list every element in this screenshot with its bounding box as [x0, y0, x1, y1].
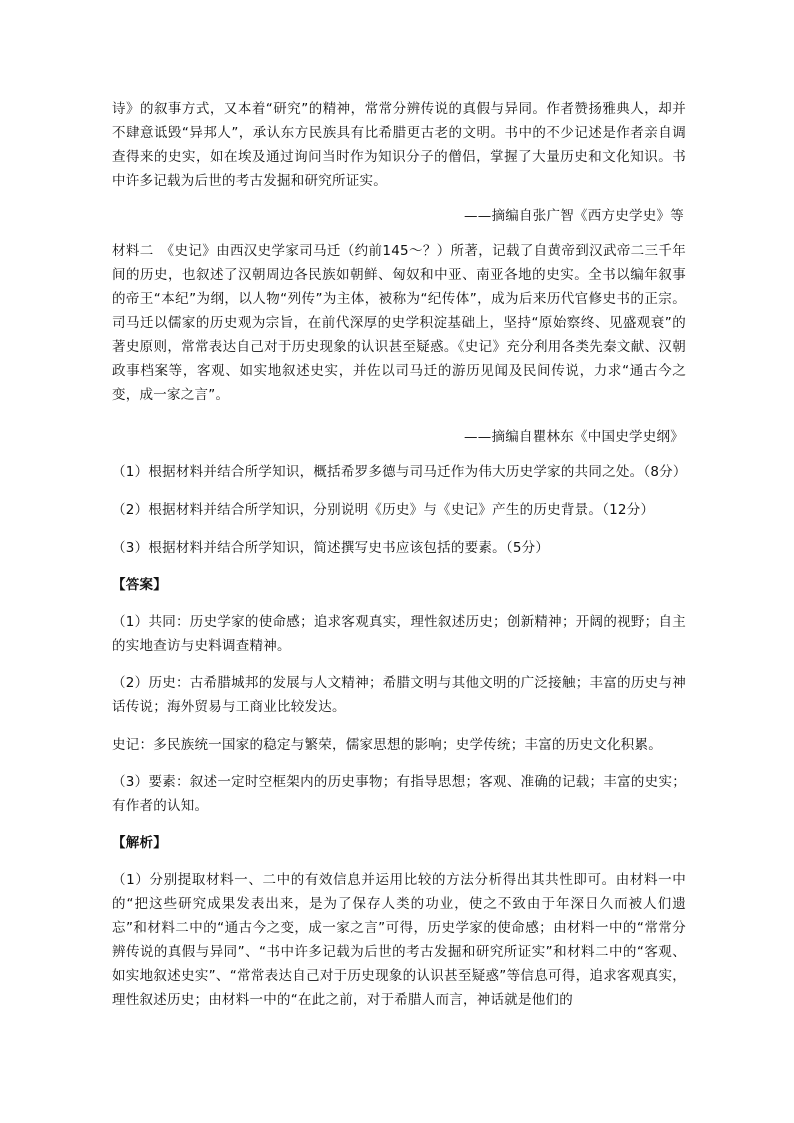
question-1: （1）根据材料并结合所学知识，概括希罗多德与司马迁作为伟大历史学家的共同之处。（8分） — [112, 464, 687, 480]
analysis-heading: 【解析】 — [112, 835, 167, 851]
question-2: （2）根据材料并结合所学知识，分别说明《历史》与《史记》产生的历史背景。（12分） — [112, 502, 655, 518]
answer-1: （1）共同：历史学家的使命感；追求客观真实，理性叙述历史；创新精神；开阔的视野；自主的实地查访与史料调查精神。 — [112, 614, 686, 654]
answer-2-shiji: 史记：多民族统一国家的稳定与繁荣，儒家思想的影响；史学传统；丰富的历史文化积累。 — [112, 737, 662, 753]
answer-2: （2）历史：古希腊城邦的发展与人文精神；希腊文明与其他文明的广泛接触；丰富的历史与神话传说；海外贸易与工商业比较发达。 — [112, 675, 686, 715]
material-one-paragraph: 诗》的叙事方式，又本着“研究”的精神，常常分辨传说的真假与异同。作者赞扬雅典人，却并不肆意诋毁“异邦人”，承认东方民族具有比希腊更古老的文明。书中的不少记述是作者亲自调查得来的史实，如在埃及通过询问当时作为知识分子的僧侣，掌握了大量历史和文化知识。书中许多记载为后世的考古发掘和研究所证实。 — [112, 101, 686, 189]
answer-3: （3）要素：叙述一定时空框架内的历史事物；有指导思想；客观、准确的记载；丰富的史实；有作者的认知。 — [112, 774, 686, 814]
question-3: （3）根据材料并结合所学知识，简述撰写史书应该包括的要素。（5分） — [112, 540, 550, 556]
analysis-1: （1）分别提取材料一、二中的有效信息并运用比较的方法分析得出其共性即可。由材料一中的“把这些研究成果发表出来，是为了保存人类的功业，使之不致由于年深日久而被人们遗忘”和材料二中的“通古今之变，成一家之言”可得，历史学家的使命感；由材料一中的“常常分辨传说的真假与异同”、“书中许多记载为后世的考古发掘和研究所证实”和材料二中的“客观、如实地叙述史实”、“常常表达自己对于历史现象的认识甚至疑惑”等信息可得，追求客观真实，理性叙述历史；由材料一中的“在此之前，对于希腊人而言，神话就是他们的 — [112, 872, 686, 1008]
source-citation-one: ——摘编自张广智《西方史学史》等 — [464, 208, 684, 224]
source-citation-two: ——摘编自瞿林东《中国史学史纲》 — [464, 429, 684, 445]
material-two-paragraph: 材料二 《史记》由西汉史学家司马迁（约前145～？）所著，记载了自黄帝到汉武帝二三千年间的历史，也叙述了汉朝周边各民族如朝鲜、匈奴和中亚、南亚各地的史实。全书以编年叙事的帝王“本纪”为纲，以人物“列传”为主体，被称为“纪传体”，成为后来历代官修史书的正宗。司马迁以儒家的历史观为宗旨，在前代深厚的史学积淀基础上，坚持“原始察终、见盛观衰”的著史原则，常常表达自己对于历史现象的认识甚至疑惑。《史记》充分利用各类先秦文献、汉朝政事档案等，客观、如实地叙述史实，并佐以司马迁的游历见闻及民间传说，力求“通古今之变，成一家之言”。 — [112, 243, 686, 403]
answer-heading: 【答案】 — [112, 577, 167, 593]
